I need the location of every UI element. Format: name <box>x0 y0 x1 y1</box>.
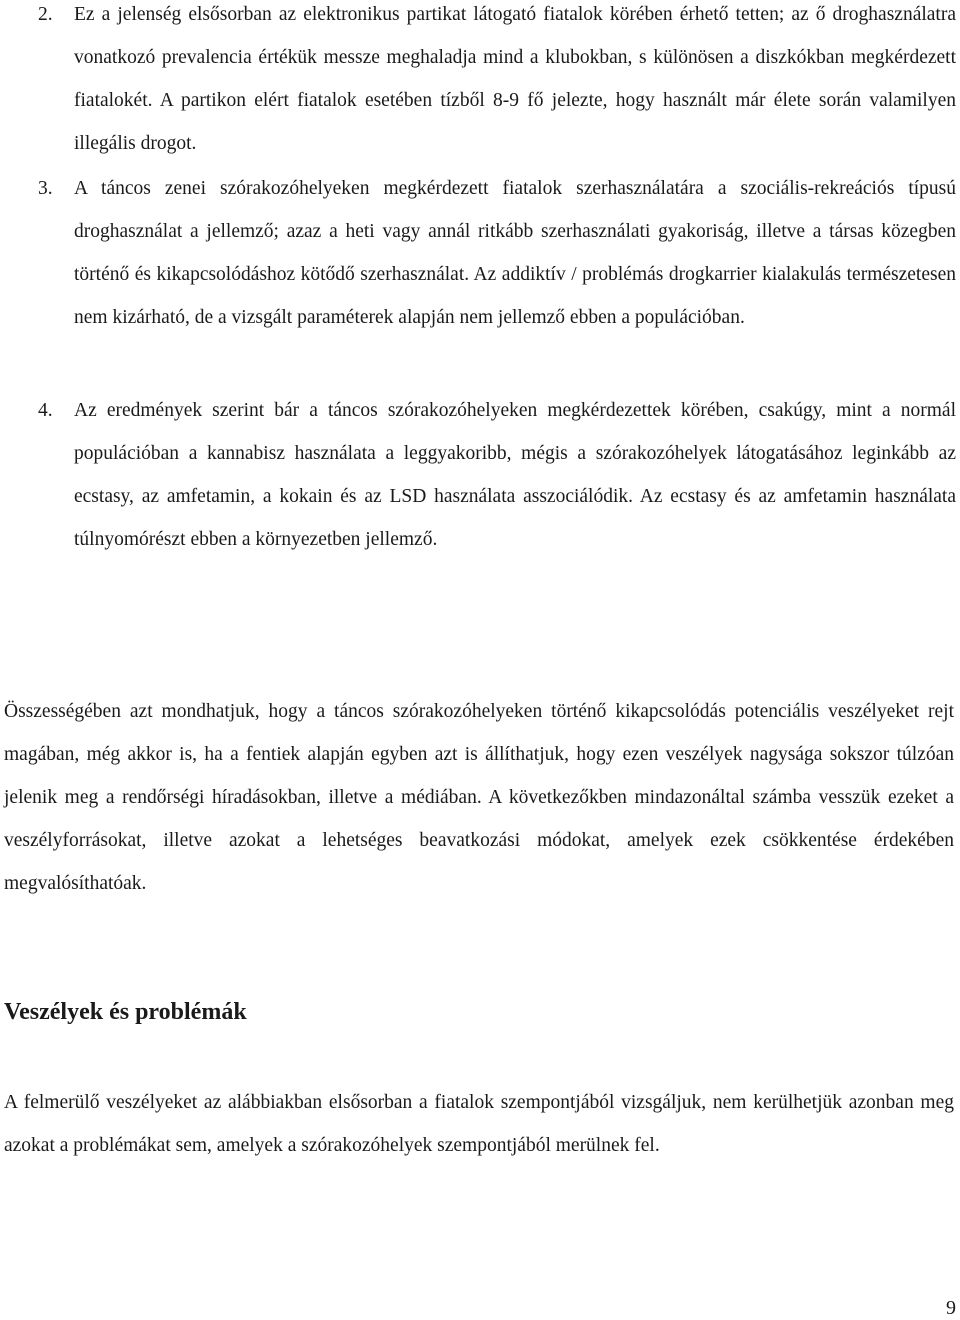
summary-paragraph: Összességében azt mondhatjuk, hogy a táncos szórakozóhelyeken történő kikapcsolódás potenciális veszélyeket rejt magában, még akkor is, ha a fentiek alapján egyben azt is állíthatjuk, hogy ezen veszélyek nagysága sokszor túlzóan jelenik meg a rendőrségi híradásokban, illetve a médiában. A következőkben mindazonáltal számba vesszük ezeket a veszélyforrásokat, illetve azokat a lehetséges beavatkozási módokat, amelyek ezek csökkentése érdekében megvalósíthatóak. <box>4 701 954 894</box>
list-number: 3. <box>38 178 53 199</box>
section-paragraph: A felmerülő veszélyeket az alábbiakban elsősorban a fiatalok szempontjából vizsgáljuk, nem kerülhetjük azonban meg azokat a problémákat sem, amelyek a szórakozóhelyek szempontjából merülnek fel. <box>4 1092 954 1156</box>
list-item-text: A táncos zenei szórakozóhelyeken megkérdezett fiatalok szerhasználatára a szociális-rekreációs típusú droghasználat a jellemző; azaz a heti vagy annál ritkább szerhasználati gyakoriság, illetve a társas közegben történő és kikapcsolódáshoz kötődő szerhasználat. Az addiktív / problémás drogkarrier kialakulás természetesen nem kizárható, de a vizsgált paraméterek alapján nem jellemző ebben a populációban. <box>74 178 956 328</box>
list-item-text: Ez a jelenség elsősorban az elektronikus partikat látogató fiatalok körében érhető tetten; az ő droghasználatra vonatkozó prevalencia értékük messze meghaladja mind a klubokban, s különösen a diszkókban megkérdezett fiatalokét. A partikon elért fiatalok esetében tízből 8-9 fő jelezte, hogy használt már élete során valamilyen illegális drogot. <box>74 4 956 154</box>
list-item-text: Az eredmények szerint bár a táncos szórakozóhelyeken megkérdezettek körében, csakúgy, mint a normál populációban a kannabisz használata a leggyakoribb, mégis a szórakozóhelyek látogatásához leginkább az ecstasy, az amfetamin, a kokain és az LSD használata asszociálódik. Az ecstasy és az amfetamin használata túlnyomórészt ebben a környezetben jellemző. <box>74 400 956 550</box>
section-heading: Veszélyek és problémák <box>4 999 247 1025</box>
page-number: 9 <box>946 1297 956 1319</box>
list-number: 2. <box>38 4 53 25</box>
list-number: 4. <box>38 400 53 421</box>
